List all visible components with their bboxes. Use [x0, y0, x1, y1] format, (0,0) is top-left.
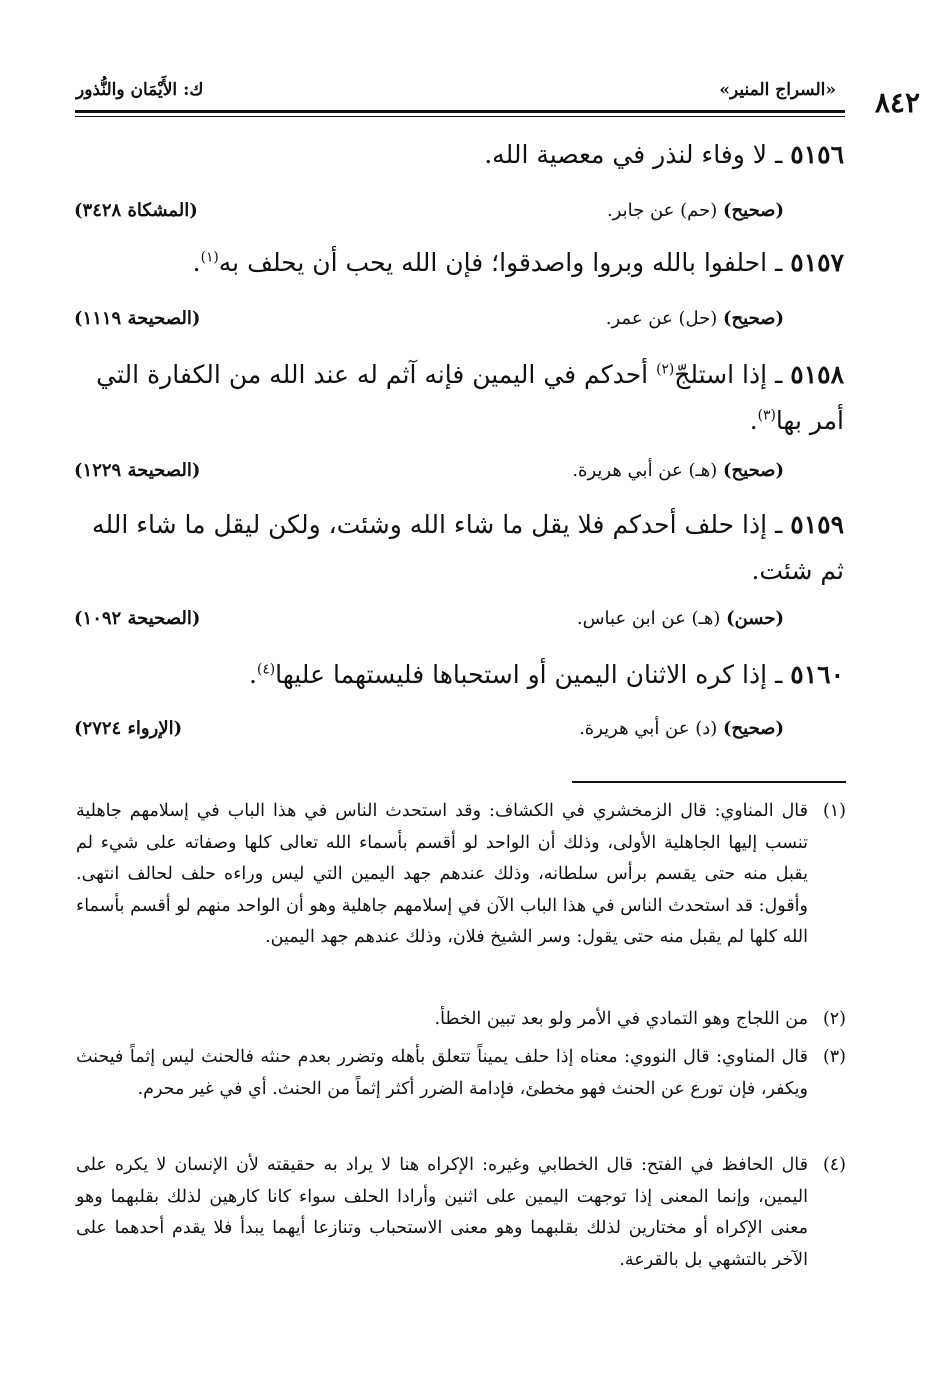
hadith-reference: (الصحيحة ١١١٩) [74, 308, 201, 329]
hadith-grade: (صحيح) [723, 308, 784, 329]
footnote-number: (٢) [822, 1009, 846, 1029]
hadith-text: لا وفاء لنذر في معصية الله. [484, 140, 768, 169]
footnote-separator [572, 781, 846, 783]
footnote-marker[interactable]: (٣) [757, 407, 776, 424]
hadith-number: ٥١٥٨ [790, 360, 844, 389]
footnote-marker[interactable]: (٢) [656, 361, 675, 378]
hadith-source: (د) عن أبي هريرة. [579, 718, 718, 739]
hadith-grade: (صحيح) [723, 200, 784, 221]
book-title: «السراج المنير» [719, 80, 836, 100]
hadith-text-continued: أحدكم في اليمين فإنه آثم له عند الله من الكفارة التي أمر بها [96, 360, 844, 435]
hadith-source: (هـ) عن ابن عباس. [576, 608, 721, 629]
hadith-text: احلفوا بالله وبروا واصدقوا؛ فإن الله يحب أن يحلف به [218, 248, 768, 277]
footnote-marker[interactable]: (٤) [256, 661, 276, 678]
hadith-reference: (الإرواء ٢٧٢٤) [74, 718, 183, 739]
hadith-source: (حم) عن جابر. [606, 200, 718, 221]
hadith-number: ٥١٦٠ [790, 660, 844, 689]
hadith-grade-line [74, 718, 844, 748]
hadith-text: إذا حلف أحدكم فلا يقل ما شاء الله وشئت، ولكن ليقل ما شاء الله ثم شئت. [92, 510, 844, 585]
hadith-text: إذا استلجّ [674, 360, 768, 389]
hadith-grade: (حسن) [726, 608, 784, 629]
page-number: ٨٤٢ [874, 86, 920, 119]
hadith-grade-source [577, 608, 784, 629]
hadith-entry: ٥١٥٦ ـ لا وفاء لنذر في معصية الله. [484, 140, 844, 169]
hadith-entry: ٥١٦٠ ـ إذا كره الاثنان اليمين أو استحباها فليستهما عليها$^{(٤)}$. [249, 660, 844, 689]
hadith-number: ٥١٥٩ [790, 510, 844, 539]
header-rule-thin [75, 116, 845, 117]
footnote-text: قال المناوي: قال الزمخشري في الكشاف: وقد استحدث الناس في هذا الباب في إسلامهم جاهلية تنسب إليها الجاهلية الأولى، وذلك أن الواحد لو أقسم بأسماء الله تعالى كلها وصفاته على شيء لم يقبل منه حتى يقسم برأس سلطانه، وذلك عندهم جهد اليمين التي ليس وراءه حلف لحالف انتهى. وأقول: قد استحدث الناس في هذا الباب الآن في إسلامهم جاهلية وهو أن الواحد منهم لو أقسم بأسماء الله كلها لم يقبل منه حتى يقول: وسر الشيخ فلان، وذلك عندهم جهد اليمين. [76, 801, 808, 947]
hadith-grade-source [606, 308, 784, 329]
hadith-source: (حل) عن عمر. [605, 308, 718, 329]
footnote-number: (٣) [822, 1047, 846, 1067]
hadith-grade: (صحيح) [723, 718, 784, 739]
hadith-grade-source [572, 460, 784, 481]
hadith-reference: (الصحيحة ١٠٩٢) [74, 608, 201, 629]
hadith-grade: (صحيح) [723, 460, 784, 481]
footnote-number: (١) [822, 801, 846, 821]
hadith-entry: ٥١٥٩ ـ إذا حلف أحدكم فلا يقل ما شاء الله وشئت، ولكن ليقل ما شاء الله ثم شئت. [92, 510, 844, 585]
hadith-grade-source [579, 718, 784, 739]
hadith-grade-source [607, 200, 784, 221]
hadith-entry: ٥١٥٨ ـ إذا استلجّ$^{(٢)}$ أحدكم في اليمين فإنه آثم له عند الله من الكفارة التي أمر بها$^{(٣)}$. [96, 360, 844, 435]
chapter-title: ك: الأَيْمَان والنُّذور [76, 80, 204, 100]
hadith-reference: (المشكاة ٣٤٢٨) [74, 200, 198, 221]
hadith-grade-line [74, 608, 844, 638]
hadith-grade-line [74, 308, 844, 338]
footnote-marker[interactable]: (١) [200, 249, 219, 266]
hadith-text: إذا كره الاثنان اليمين أو استحباها فليستهما عليها [275, 660, 768, 689]
hadith-reference: (الصحيحة ١٢٢٩) [74, 460, 201, 481]
footnote-text: قال الحافظ في الفتح: قال الخطابي وغيره: الإكراه هنا لا يراد به حقيقته لأن الإنسان لا يكره على اليمين، وإنما المعنى إذا توجهت اليمين على اثنين وأرادا الحلف سواء كانا كارهين لذلك بقلبهما وهو معنى الإكراه أو مختارين لذلك بقلبهما وهو معنى الاستحباب وتنازعا أيهما يبدأ فلا يقدم أحدهما على الآخر بالتشهي بل بالقرعة. [76, 1155, 808, 1270]
hadith-number: ٥١٥٧ [790, 248, 844, 277]
footnote-text: قال المناوي: قال النووي: معناه إذا حلف يميناً تتعلق بأهله وتضرر بعدم حنثه فالحنث ليس إثماً فيحنث ويكفر، فإن تورع عن الحنث فهو مخطئ، فإدامة الضرر أكثر إثماً من الحنث. أي في غير محرم. [76, 1047, 808, 1099]
hadith-number: ٥١٥٦ [790, 140, 844, 169]
hadith-grade-line [74, 200, 844, 230]
hadith-grade-line [74, 460, 844, 490]
hadith-source: (هـ) عن أبي هريرة. [572, 460, 718, 481]
hadith-entry: ٥١٥٧ ـ احلفوا بالله وبروا واصدقوا؛ فإن الله يحب أن يحلف به$^{(١)}$. [192, 248, 844, 277]
footnote-number: (٤) [822, 1155, 846, 1175]
footnote-text: من اللجاج وهو التمادي في الأمر ولو بعد تبين الخطأ. [434, 1009, 808, 1029]
header-rule-thick [75, 110, 845, 113]
